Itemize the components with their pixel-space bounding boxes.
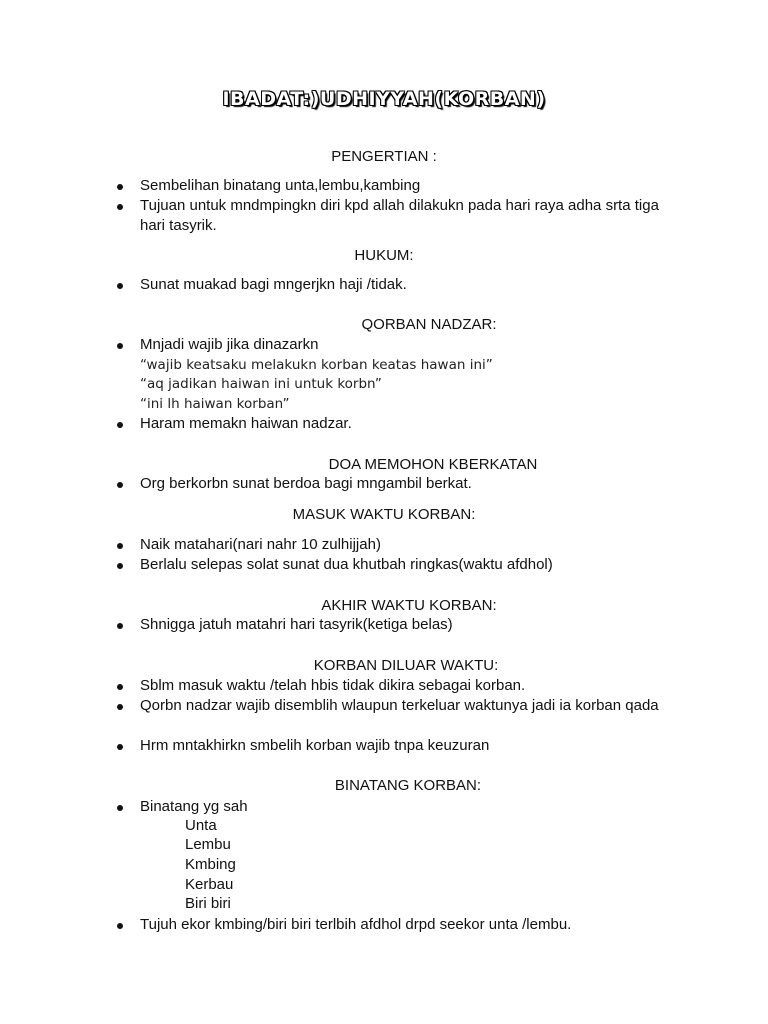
quote-line: “wajib keatsaku melakukn korban keatas hawan ini” bbox=[140, 357, 493, 373]
heading-masuk-waktu: MASUK WAKTU KORBAN: bbox=[292, 506, 476, 523]
quote-line: “ini lh haiwan korban” bbox=[140, 396, 290, 412]
heading-akhir-waktu: AKHIR WAKTU KORBAN: bbox=[321, 597, 497, 614]
document-title: IBADAT:)UDHIYYAH(KORBAN) bbox=[222, 88, 546, 110]
bullet-icon bbox=[117, 704, 123, 710]
bullet-item: Shnigga jatuh matahri hari tasyrik(ketiga belas) bbox=[117, 615, 677, 635]
bullet-item: Org berkorbn sunat berdoa bagi mngambil berkat. bbox=[117, 474, 677, 494]
bullet-item: Sunat muakad bagi mngerjkn haji /tidak. bbox=[117, 275, 677, 295]
bullet-icon bbox=[117, 805, 123, 811]
heading-hukum: HUKUM: bbox=[354, 247, 414, 264]
bullet-icon bbox=[117, 623, 123, 629]
bullet-item: Binatang yg sah bbox=[117, 797, 677, 817]
document-page: IBADAT:)UDHIYYAH(KORBAN) PENGERTIAN : Sembelihan binatang unta,lembu,kambing Tujuan untuk mndmpingkn diri kpd allah dilakukn pada hari raya adha srta tiga hari tasyrik. HUKUM: Sunat muakad bagi mngerjkn haji /tidak. QORBAN NADZAR: Mnjadi wajib jika dinazarkn “wajib keatsaku melakukn korban keatas hawan ini” “aq jadikan haiwan ini untuk korbn” “ini lh haiwan korban” Haram memakn haiwan nadzar. DOA MEMOHON KBERKATAN Org berkorbn sunat berdoa bagi mngambil berkat. MASUK WAKTU KORBAN: Naik matahari(nari nahr 10 zulhijjah) Berlalu selepas solat sunat dua khutbah ringkas(waktu afdhol) AKHIR WAKTU KORBAN: Shnigga jatuh matahri hari tasyrik(ketiga belas) KORBAN DILUAR WAKTU: Sblm masuk waktu /telah hbis tidak dikira sebagai korban. Qorbn nadzar wajib disemblih wlaupun terkeluar waktunya jadi ia korban qada Hrm mntakhirkn smbelih korban wajib tnpa keuzuran BINATANG KORBAN: Binatang yg sah Unta Lembu Kmbing Kerbau Biri biri Tujuh ekor kmbing/biri biri terlbih afdhol drpd seekor unta /lembu. bbox=[0, 0, 768, 1024]
heading-diluar-waktu: KORBAN DILUAR WAKTU: bbox=[313, 657, 499, 674]
bullet-item: Naik matahari(nari nahr 10 zulhijjah) bbox=[117, 535, 677, 555]
bullet-item: Haram memakn haiwan nadzar. bbox=[117, 414, 677, 434]
bullet-item: Sblm masuk waktu /telah hbis tidak dikira sebagai korban. bbox=[117, 676, 677, 696]
bullet-item: Tujuan untuk mndmpingkn diri kpd allah dilakukn pada hari raya adha srta tiga hari tasyrik. bbox=[117, 196, 677, 236]
heading-doa: DOA MEMOHON KBERKATAN bbox=[328, 456, 538, 473]
bullet-icon bbox=[117, 923, 123, 929]
bullet-icon bbox=[117, 422, 123, 428]
bullet-item: Tujuh ekor kmbing/biri biri terlbih afdhol drpd seekor unta /lembu. bbox=[117, 915, 677, 935]
bullet-item: Hrm mntakhirkn smbelih korban wajib tnpa keuzuran bbox=[117, 736, 677, 756]
bullet-item: Berlalu selepas solat sunat dua khutbah ringkas(waktu afdhol) bbox=[117, 555, 677, 575]
bullet-icon bbox=[117, 684, 123, 690]
heading-qorban-nadzar: QORBAN NADZAR: bbox=[361, 316, 497, 333]
bullet-item: Qorbn nadzar wajib disemblih wlaupun terkeluar waktunya jadi ia korban qada bbox=[117, 696, 677, 716]
bullet-icon bbox=[117, 563, 123, 569]
bullet-icon bbox=[117, 744, 123, 750]
bullet-icon bbox=[117, 343, 123, 349]
bullet-item: Sembelihan binatang unta,lembu,kambing bbox=[117, 176, 677, 196]
bullet-icon bbox=[117, 184, 123, 190]
heading-pengertian: PENGERTIAN : bbox=[331, 148, 437, 165]
bullet-icon bbox=[117, 204, 123, 210]
quote-line: “aq jadikan haiwan ini untuk korbn” bbox=[140, 376, 382, 392]
bullet-icon bbox=[117, 283, 123, 289]
heading-binatang: BINATANG KORBAN: bbox=[334, 777, 482, 794]
bullet-icon bbox=[117, 482, 123, 488]
bullet-item: Mnjadi wajib jika dinazarkn bbox=[117, 335, 677, 355]
bullet-icon bbox=[117, 543, 123, 549]
